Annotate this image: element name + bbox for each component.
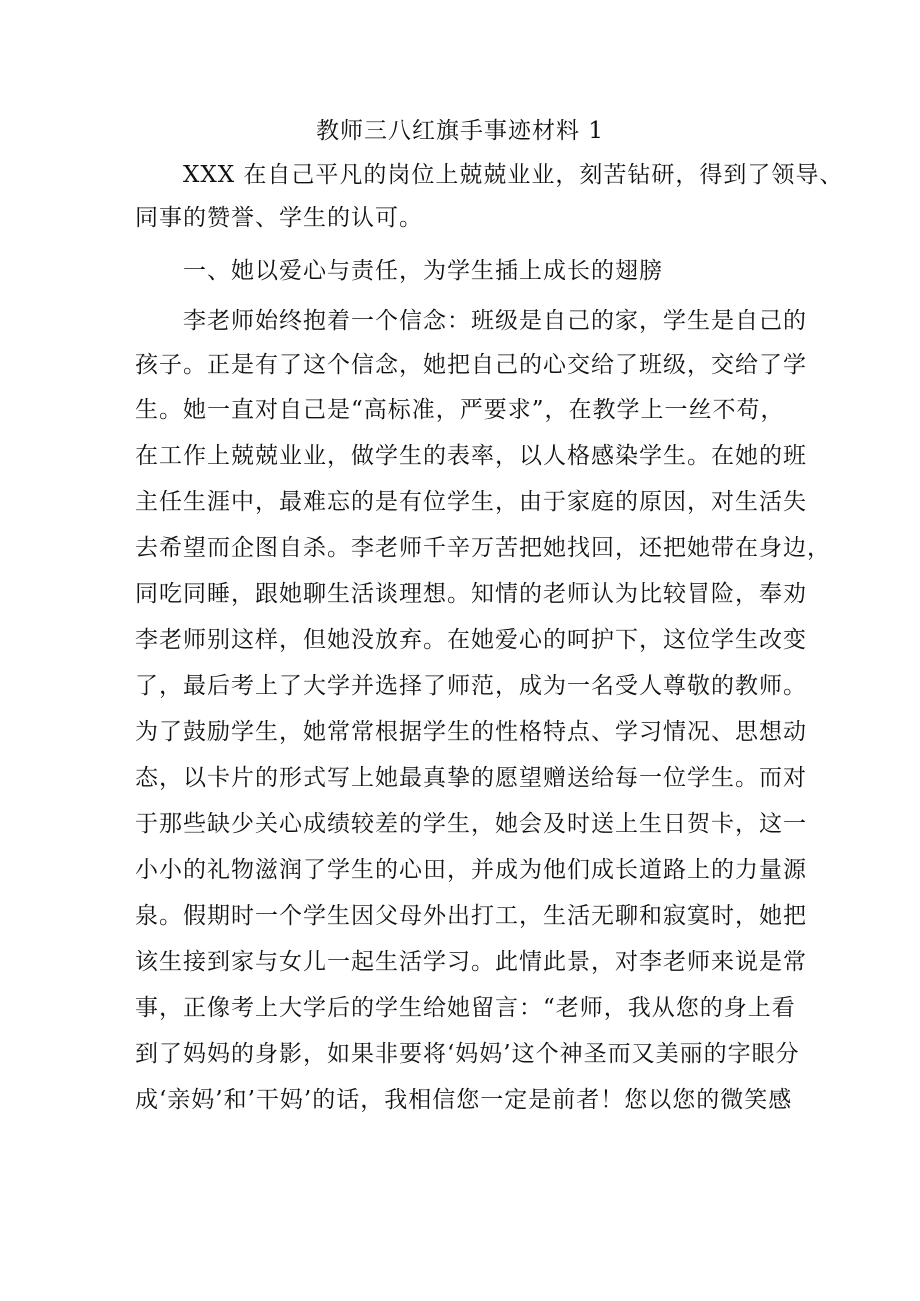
- body-line: 该生接到家与女儿一起生活学习。此情此景，对李老师来说是常: [135, 949, 807, 975]
- body-line: 态，以卡片的形式写上她最真挚的愿望赠送给每一位学生。而对: [135, 765, 807, 791]
- section-heading: 一、她以爱心与责任，为学生插上成长的翅膀: [135, 258, 663, 284]
- body-line: 事，正像考上大学后的学生给她留言：“老师，我从您的身上看: [135, 995, 796, 1021]
- body-line: 生。她一直对自己是“高标准，严要求”，在教学上一丝不苟，: [135, 397, 785, 423]
- body-line: XXX 在自己平凡的岗位上兢兢业业，刻苦钻研，得到了领导、: [135, 162, 844, 188]
- body-line: 泉。假期时一个学生因父母外出打工，生活无聊和寂寞时，她把: [135, 903, 807, 929]
- body-line: 李老师始终抱着一个信念：班级是自己的家，学生是自己的: [135, 308, 807, 334]
- body-line: 孩子。正是有了这个信念，她把自己的心交给了班级，交给了学: [135, 352, 807, 378]
- body-line: 到了妈妈的身影，如果非要将‘妈妈’这个神圣而又美丽的字眼分: [135, 1041, 800, 1067]
- body-line: 去希望而企图自杀。李老师千辛万苦把她找回，还把她带在身边，: [135, 535, 831, 561]
- body-line: 于那些缺少关心成绩较差的学生，她会及时送上生日贺卡，这一: [135, 811, 807, 837]
- body-line: 成‘亲妈’和’干妈’的话，我相信您一定是前者！您以您的微笑感: [135, 1087, 793, 1113]
- body-line: 主任生涯中，最难忘的是有位学生，由于家庭的原因，对生活失: [135, 489, 807, 515]
- body-line: 小小的礼物滋润了学生的心田，并成为他们成长道路上的力量源: [135, 857, 807, 883]
- body-line: 同吃同睡，跟她聊生活谈理想。知情的老师认为比较冒险，奉劝: [135, 581, 807, 607]
- body-line: 了，最后考上了大学并选择了师范，成为一名受人尊敬的教师。: [135, 673, 807, 699]
- body-line: 李老师别这样，但她没放弃。在她爱心的呵护下，这位学生改变: [135, 627, 807, 653]
- body-line: 同事的赞誉、学生的认可。: [135, 205, 423, 231]
- document-title: 教师三八红旗手事迹材料 1: [316, 118, 604, 144]
- body-line: 为了鼓励学生，她常常根据学生的性格特点、学习情况、思想动: [135, 719, 807, 745]
- body-line: 在工作上兢兢业业，做学生的表率，以人格感染学生。在她的班: [135, 443, 807, 469]
